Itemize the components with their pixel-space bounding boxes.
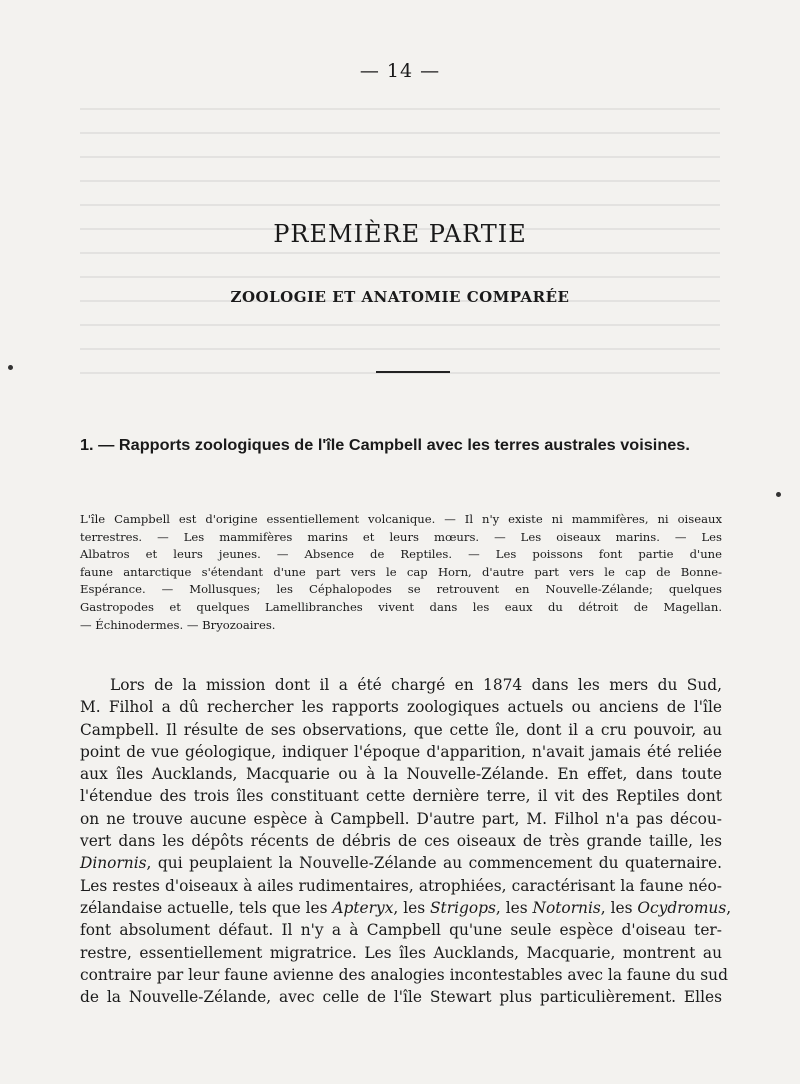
body-line: contraire par leur faune avienne des analogies incontestables avec la faune du sud bbox=[80, 965, 728, 984]
page-number: — 14 — bbox=[359, 60, 441, 82]
body-line: vert dans les dépôts récents de débris de ces oiseaux de très grande taille, les bbox=[80, 832, 722, 851]
body-line: zélandaise actuelle, tels que les Apteryx, les Strigops, les Notornis, les Ocydromus, bbox=[80, 898, 732, 917]
body-line: Dinornis, qui peuplaient la Nouvelle-Zélande au commencement du quaternaire. bbox=[80, 854, 722, 873]
summary-line: Gastropodes et quelques Lamellibranches vivent dans les eaux du détroit de Magellan. bbox=[80, 599, 722, 614]
body-line: font absolument défaut. Il n'y a à Campbell qu'une seule espèce d'oiseau ter- bbox=[80, 921, 722, 940]
body-line: restre, essentiellement migratrice. Les îles Aucklands, Macquarie, montrent au bbox=[80, 943, 722, 962]
summary-line: — Échinodermes. — Bryozoaires. bbox=[80, 617, 276, 632]
summary-line: L'île Campbell est d'origine essentiellement volcanique. — Il n'y existe ni mammifères, ni oiseaux bbox=[80, 512, 722, 526]
body-line: point de vue géologique, indiquer l'époque d'apparition, n'avait jamais été reliée bbox=[80, 742, 722, 761]
summary-line: faune antarctique s'étendant d'une part vers le cap Horn, d'autre part vers le cap de Bonne- bbox=[80, 564, 722, 579]
ink-speck bbox=[776, 492, 781, 497]
bleed-through-texture bbox=[80, 108, 720, 408]
section-summary bbox=[80, 511, 722, 634]
part-title: PREMIÈRE PARTIE bbox=[273, 220, 527, 248]
body-line: on ne trouve aucune espèce à Campbell. D'autre part, M. Filhol n'a pas décou- bbox=[80, 809, 722, 828]
body-paragraph bbox=[80, 674, 732, 1008]
part-subtitle: ZOOLOGIE ET ANATOMIE COMPARÉE bbox=[230, 288, 570, 306]
body-line: l'étendue des trois îles constituant cette dernière terre, il vit des Reptiles dont bbox=[80, 787, 722, 806]
body-line: Lors de la mission dont il a été chargé en 1874 dans les mers du Sud, bbox=[110, 676, 722, 694]
summary-line: terrestres. — Les mammifères marins et leurs mœurs. — Les oiseaux marins. — Les bbox=[80, 529, 722, 544]
ink-speck bbox=[8, 365, 13, 370]
body-line: M. Filhol a dû rechercher les rapports zoologiques actuels ou anciens de l'île bbox=[80, 698, 722, 717]
body-line: aux îles Aucklands, Macquarie ou à la Nouvelle-Zélande. En effet, dans toute bbox=[80, 765, 722, 784]
summary-line: Espérance. — Mollusques; les Céphalopodes se retrouvent en Nouvelle-Zélande; quelques bbox=[80, 582, 722, 597]
body-line: Campbell. Il résulte de ses observations, que cette île, dont il a cru pouvoir, au bbox=[80, 720, 722, 739]
section-heading: 1. — Rapports zoologiques de l'île Campbell avec les terres australes voisines. bbox=[80, 437, 690, 454]
section-divider bbox=[376, 371, 450, 373]
body-line: Les restes d'oiseaux à ailes rudimentaires, atrophiées, caractérisant la faune néo- bbox=[80, 876, 722, 895]
summary-line: Albatros et leurs jeunes. — Absence de Reptiles. — Les poissons font partie d'une bbox=[80, 547, 722, 562]
body-line: de la Nouvelle-Zélande, avec celle de l'île Stewart plus particulièrement. Elles bbox=[80, 988, 722, 1007]
